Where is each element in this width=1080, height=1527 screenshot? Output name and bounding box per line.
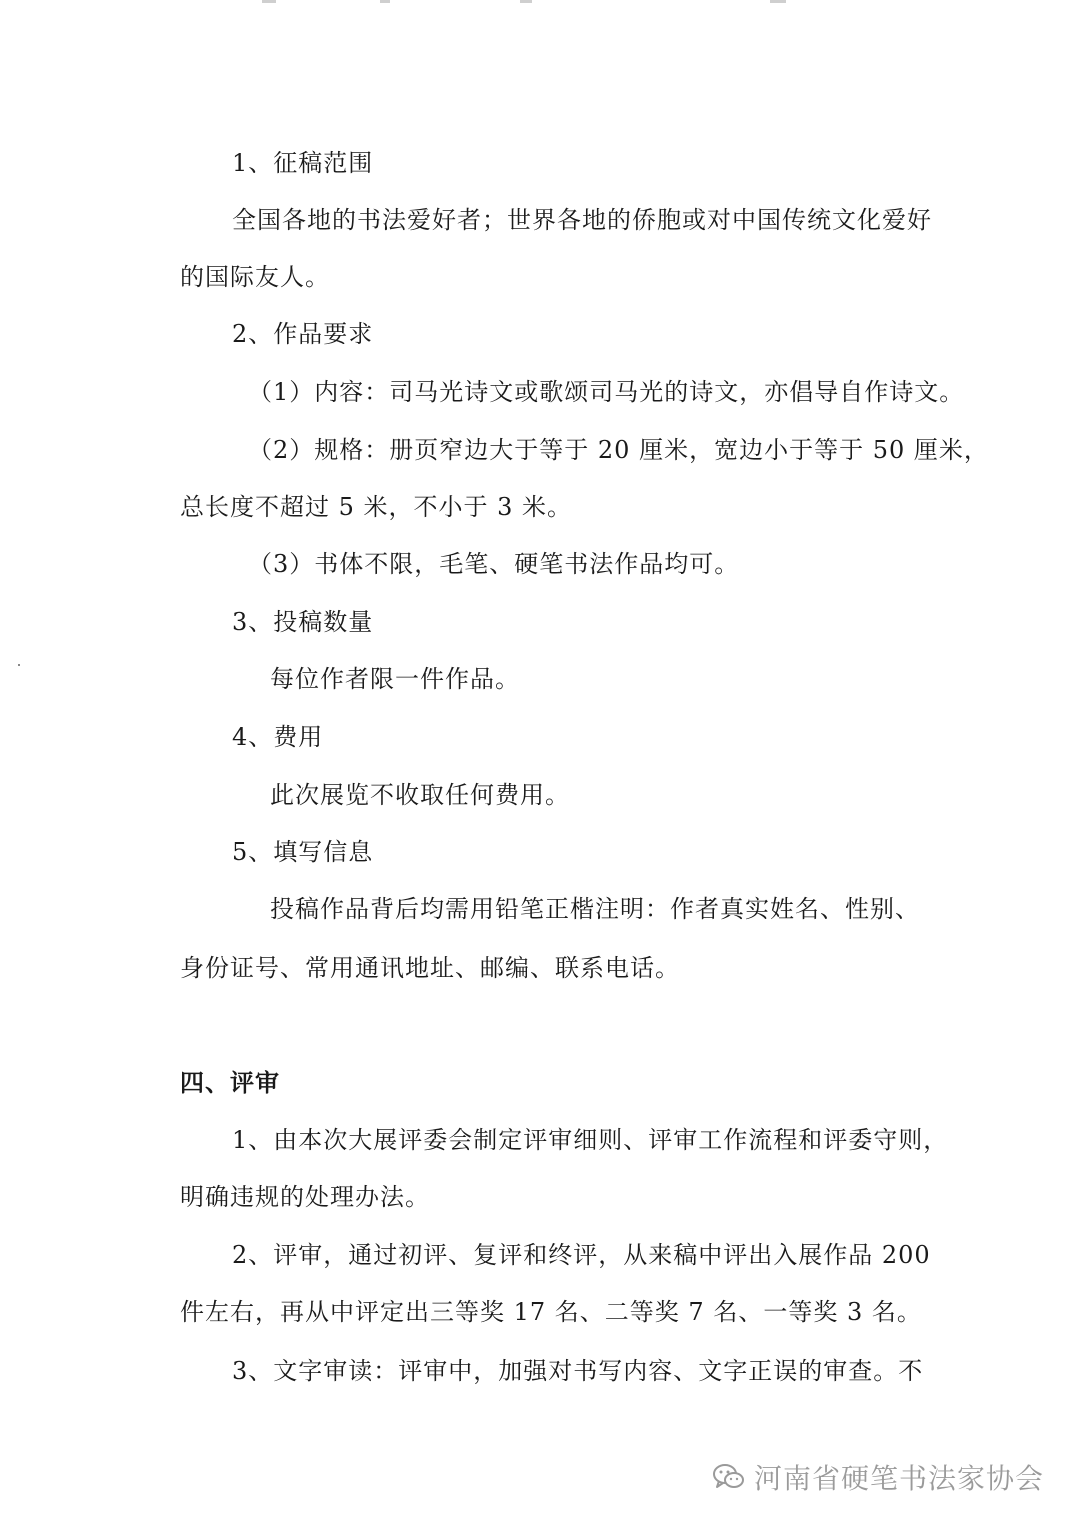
- list-item: （3）书体不限，毛笔、硬笔书法作品均可。: [248, 550, 740, 578]
- paragraph-line: 身份证号、常用通讯地址、邮编、联系电话。: [180, 954, 680, 982]
- scan-speck: [18, 664, 20, 666]
- section-heading: 1、征稿范围: [232, 149, 374, 177]
- watermark: [712, 1457, 1044, 1497]
- paragraph-line: 投稿作品背后均需用铅笔正楷注明：作者真实姓名、性别、: [270, 895, 920, 923]
- chapter-heading: 四、评审: [180, 1069, 280, 1097]
- paragraph-line: 1、由本次大展评委会制定评审细则、评审工作流程和评委守则，: [232, 1126, 949, 1154]
- section-heading: 2、作品要求: [232, 320, 374, 348]
- list-item: （1）内容：司马光诗文或歌颂司马光的诗文，亦倡导自作诗文。: [248, 378, 965, 406]
- section-heading: 4、费用: [232, 723, 324, 751]
- paragraph-line: 2、评审，通过初评、复评和终评，从来稿中评出入展作品 200: [232, 1241, 931, 1269]
- list-item: （2）规格：册页窄边大于等于 20 厘米，宽边小于等于 50 厘米，: [248, 436, 989, 464]
- paragraph-line: 全国各地的书法爱好者；世界各地的侨胞或对中国传统文化爱好: [232, 206, 932, 234]
- paragraph-line: 此次展览不收取任何费用。: [270, 781, 570, 809]
- paragraph-line: 明确违规的处理办法。: [180, 1183, 430, 1211]
- paragraph-line: 3、文字审读：评审中，加强对书写内容、文字正误的审查。不: [232, 1357, 924, 1385]
- scan-edge-marks: [0, 0, 1080, 8]
- paragraph-line: 的国际友人。: [180, 263, 330, 291]
- watermark-text: 河南省硬笔书法家协会: [753, 1462, 1044, 1495]
- paragraph-line: 总长度不超过 5 米，不小于 3 米。: [180, 493, 573, 521]
- section-heading: 3、投稿数量: [232, 608, 374, 636]
- wechat-icon: [712, 1462, 746, 1492]
- paragraph-line: 件左右，再从中评定出三等奖 17 名、二等奖 7 名、一等奖 3 名。: [180, 1298, 922, 1326]
- paragraph-line: 每位作者限一件作品。: [270, 665, 520, 693]
- section-heading: 5、填写信息: [232, 838, 374, 866]
